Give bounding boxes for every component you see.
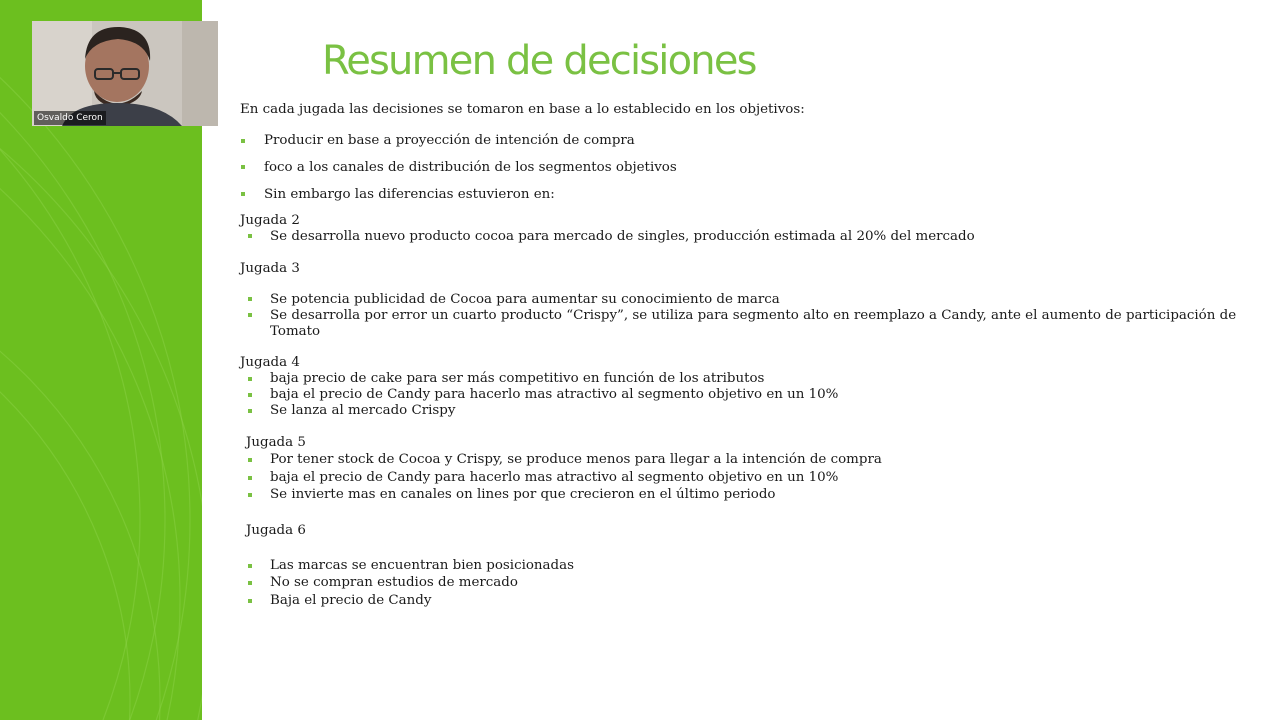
jugada-item: Las marcas se encuentran bien posicionadas (270, 558, 574, 573)
jugada-heading: Jugada 2 (240, 213, 300, 228)
jugada-heading: Jugada 5 (246, 435, 306, 450)
jugada-item: No se compran estudios de mercado (270, 575, 518, 590)
bullet-marker (248, 476, 252, 480)
jugada-item: Se desarrolla por error un cuarto producto “Crispy”, se utiliza para segmento alto en reemplazo a Candy, ante el aumento de participación de Tomato (270, 308, 1237, 339)
jugada-item: baja el precio de Candy para hacerlo mas atractivo al segmento objetivo en un 10% (270, 387, 839, 402)
bullet-marker (248, 393, 252, 397)
bullet-marker (248, 409, 252, 413)
bullet-marker (248, 234, 252, 238)
main-bullet: foco a los canales de distribución de los segmentos objetivos (264, 160, 677, 175)
bullet-marker (248, 581, 252, 585)
bullet-marker (248, 458, 252, 462)
jugada-item: Baja el precio de Candy (270, 593, 432, 608)
bullet-marker (248, 377, 252, 381)
jugada-item: Por tener stock de Cocoa y Crispy, se produce menos para llegar a la intención de compra (270, 452, 882, 467)
jugada-item: Se potencia publicidad de Cocoa para aumentar su conocimiento de marca (270, 292, 780, 307)
jugada-item: Se desarrolla nuevo producto cocoa para mercado de singles, producción estimada al 20% del mercado (270, 229, 975, 244)
bullet-marker (248, 599, 252, 603)
bullet-marker (241, 192, 245, 196)
bullet-marker (248, 493, 252, 497)
bullet-marker (241, 139, 245, 143)
main-bullet: Producir en base a proyección de intención de compra (264, 133, 635, 148)
bullet-marker (241, 165, 245, 169)
intro-text: En cada jugada las decisiones se tomaron en base a lo establecido en los objetivos: (240, 102, 805, 117)
jugada-item: baja precio de cake para ser más competitivo en función de los atributos (270, 371, 765, 386)
jugada-heading: Jugada 4 (240, 355, 300, 370)
participant-name-label: Osvaldo Ceron (34, 111, 106, 125)
bullet-marker (248, 297, 252, 301)
webcam-video-tile[interactable] (32, 21, 218, 126)
bullet-marker (248, 564, 252, 568)
main-bullet: Sin embargo las diferencias estuvieron en: (264, 187, 555, 202)
jugada-heading: Jugada 6 (246, 523, 306, 538)
jugada-item: baja el precio de Candy para hacerlo mas atractivo al segmento objetivo en un 10% (270, 470, 839, 485)
jugada-item: Se lanza al mercado Crispy (270, 403, 456, 418)
jugada-item: Se invierte mas en canales on lines por que crecieron en el último periodo (270, 487, 776, 502)
bullet-marker (248, 313, 252, 317)
slide-title: Resumen de decisiones (322, 38, 756, 84)
jugada-heading: Jugada 3 (240, 261, 300, 276)
